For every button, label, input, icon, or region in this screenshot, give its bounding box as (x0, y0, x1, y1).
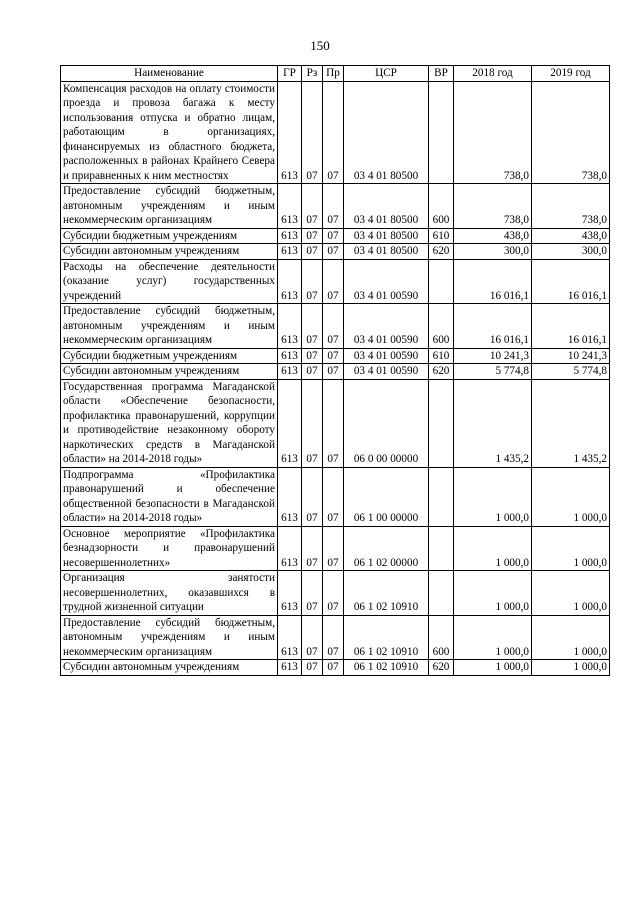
row-amount-2019: 1 000,0 (532, 526, 610, 571)
table-row (61, 304, 610, 349)
header-rz: Рз (302, 66, 323, 82)
row-pr: 07 (323, 379, 344, 467)
row-amount-2019: 5 774,8 (532, 364, 610, 380)
row-vr: 620 (429, 244, 454, 260)
row-gr: 613 (278, 615, 302, 660)
header-name: Наименование (61, 66, 278, 82)
row-vr (429, 526, 454, 571)
row-amount-2019: 10 241,3 (532, 348, 610, 364)
row-rz: 07 (302, 379, 323, 467)
row-amount-2019: 738,0 (532, 81, 610, 184)
row-amount-2018: 1 000,0 (454, 467, 532, 526)
row-name: Субсидии автономным учреждениям (61, 244, 278, 260)
row-csr: 03 4 01 80500 (344, 184, 429, 229)
row-gr: 613 (278, 364, 302, 380)
table-row (61, 228, 610, 244)
row-gr: 613 (278, 81, 302, 184)
row-amount-2018: 1 000,0 (454, 571, 532, 616)
row-vr: 600 (429, 615, 454, 660)
row-amount-2018: 16 016,1 (454, 304, 532, 349)
header-csr: ЦСР (344, 66, 429, 82)
row-name: Субсидии автономным учреждениям (61, 660, 278, 676)
row-gr: 613 (278, 184, 302, 229)
row-rz: 07 (302, 364, 323, 380)
table-row (61, 571, 610, 616)
row-pr: 07 (323, 184, 344, 229)
row-amount-2019: 1 435,2 (532, 379, 610, 467)
row-rz: 07 (302, 259, 323, 304)
row-amount-2018: 1 000,0 (454, 615, 532, 660)
row-name: Подпрограмма «Профилактика правонарушений и обеспечение общественной безопасности в Магаданской области» на 2014-2018 годы» (61, 467, 278, 526)
header-2018: 2018 год (454, 66, 532, 82)
header-gr: ГР (278, 66, 302, 82)
row-vr: 600 (429, 184, 454, 229)
table-row (61, 244, 610, 260)
row-amount-2018: 5 774,8 (454, 364, 532, 380)
row-pr: 07 (323, 244, 344, 260)
table-row (61, 526, 610, 571)
row-pr: 07 (323, 526, 344, 571)
row-csr: 03 4 01 80500 (344, 228, 429, 244)
row-vr (429, 259, 454, 304)
row-pr: 07 (323, 259, 344, 304)
table-row (61, 81, 610, 184)
row-pr: 07 (323, 571, 344, 616)
table-row (61, 615, 610, 660)
page-number: 150 (310, 38, 330, 53)
row-rz: 07 (302, 348, 323, 364)
row-amount-2019: 1 000,0 (532, 660, 610, 676)
row-gr: 613 (278, 304, 302, 349)
row-amount-2018: 300,0 (454, 244, 532, 260)
row-rz: 07 (302, 526, 323, 571)
row-gr: 613 (278, 660, 302, 676)
row-amount-2018: 10 241,3 (454, 348, 532, 364)
row-gr: 613 (278, 526, 302, 571)
row-vr (429, 571, 454, 616)
table-row (61, 364, 610, 380)
row-vr (429, 81, 454, 184)
row-gr: 613 (278, 379, 302, 467)
row-csr: 03 4 01 00590 (344, 259, 429, 304)
table-row (61, 348, 610, 364)
row-rz: 07 (302, 660, 323, 676)
row-rz: 07 (302, 571, 323, 616)
row-rz: 07 (302, 304, 323, 349)
table-row (61, 379, 610, 467)
row-vr: 610 (429, 348, 454, 364)
row-amount-2018: 1 000,0 (454, 526, 532, 571)
row-vr: 620 (429, 660, 454, 676)
row-rz: 07 (302, 184, 323, 229)
row-gr: 613 (278, 348, 302, 364)
row-vr: 600 (429, 304, 454, 349)
row-pr: 07 (323, 660, 344, 676)
row-amount-2019: 1 000,0 (532, 571, 610, 616)
row-amount-2019: 438,0 (532, 228, 610, 244)
row-amount-2019: 1 000,0 (532, 467, 610, 526)
row-amount-2019: 300,0 (532, 244, 610, 260)
row-csr: 06 1 02 10910 (344, 615, 429, 660)
row-pr: 07 (323, 304, 344, 349)
row-pr: 07 (323, 81, 344, 184)
row-name: Организация занятости несовершеннолетних, оказавшихся в трудной жизненной ситуации (61, 571, 278, 616)
row-amount-2018: 738,0 (454, 184, 532, 229)
row-vr: 610 (429, 228, 454, 244)
row-amount-2018: 1 435,2 (454, 379, 532, 467)
row-vr (429, 379, 454, 467)
row-amount-2018: 1 000,0 (454, 660, 532, 676)
row-amount-2019: 1 000,0 (532, 615, 610, 660)
row-name: Предоставление субсидий бюджетным, автономным учреждениям и иным некоммерческим организациям (61, 184, 278, 229)
row-name: Основное мероприятие «Профилактика безнадзорности и правонарушений несовершеннолетних» (61, 526, 278, 571)
row-pr: 07 (323, 467, 344, 526)
table-row (61, 467, 610, 526)
row-amount-2019: 738,0 (532, 184, 610, 229)
table-row (61, 184, 610, 229)
row-name: Государственная программа Магаданской области «Обеспечение безопасности, профилактика правонарушений, коррупции и противодействие незаконному обороту наркотических средств в Магаданской области» на 2014-2018 годы» (61, 379, 278, 467)
row-name: Субсидии бюджетным учреждениям (61, 348, 278, 364)
row-pr: 07 (323, 348, 344, 364)
row-name: Компенсация расходов на оплату стоимости проезда и провоза багажа к месту использования отпуска и обратно лицам, работающим в организациях, финансируемых из областного бюджета, расположенных в районах Крайнего Севера и приравненных к ним местностях (61, 81, 278, 184)
table-header-row (61, 66, 610, 82)
header-2019: 2019 год (532, 66, 610, 82)
budget-table (60, 65, 610, 676)
row-name: Предоставление субсидий бюджетным, автономным учреждениям и иным некоммерческим организациям (61, 615, 278, 660)
row-rz: 07 (302, 228, 323, 244)
row-csr: 03 4 01 80500 (344, 244, 429, 260)
row-name: Субсидии бюджетным учреждениям (61, 228, 278, 244)
row-csr: 06 1 02 10910 (344, 571, 429, 616)
row-csr: 03 4 01 00590 (344, 348, 429, 364)
header-vr: ВР (429, 66, 454, 82)
table-row (61, 259, 610, 304)
row-vr: 620 (429, 364, 454, 380)
row-rz: 07 (302, 615, 323, 660)
row-gr: 613 (278, 228, 302, 244)
header-pr: Пр (323, 66, 344, 82)
row-amount-2019: 16 016,1 (532, 259, 610, 304)
row-rz: 07 (302, 244, 323, 260)
row-pr: 07 (323, 364, 344, 380)
row-pr: 07 (323, 615, 344, 660)
row-rz: 07 (302, 467, 323, 526)
row-csr: 03 4 01 00590 (344, 304, 429, 349)
row-name: Субсидии автономным учреждениям (61, 364, 278, 380)
table-row (61, 660, 610, 676)
row-vr (429, 467, 454, 526)
row-amount-2018: 438,0 (454, 228, 532, 244)
row-csr: 06 1 00 00000 (344, 467, 429, 526)
row-pr: 07 (323, 228, 344, 244)
row-csr: 03 4 01 00590 (344, 364, 429, 380)
row-csr: 06 1 02 00000 (344, 526, 429, 571)
row-name: Расходы на обеспечение деятельности (оказание услуг) государственных учреждений (61, 259, 278, 304)
row-amount-2018: 16 016,1 (454, 259, 532, 304)
row-amount-2019: 16 016,1 (532, 304, 610, 349)
row-rz: 07 (302, 81, 323, 184)
row-gr: 613 (278, 571, 302, 616)
row-csr: 06 0 00 00000 (344, 379, 429, 467)
row-name: Предоставление субсидий бюджетным, автономным учреждениям и иным некоммерческим организациям (61, 304, 278, 349)
row-gr: 613 (278, 467, 302, 526)
row-gr: 613 (278, 259, 302, 304)
row-csr: 03 4 01 80500 (344, 81, 429, 184)
row-gr: 613 (278, 244, 302, 260)
row-amount-2018: 738,0 (454, 81, 532, 184)
row-csr: 06 1 02 10910 (344, 660, 429, 676)
